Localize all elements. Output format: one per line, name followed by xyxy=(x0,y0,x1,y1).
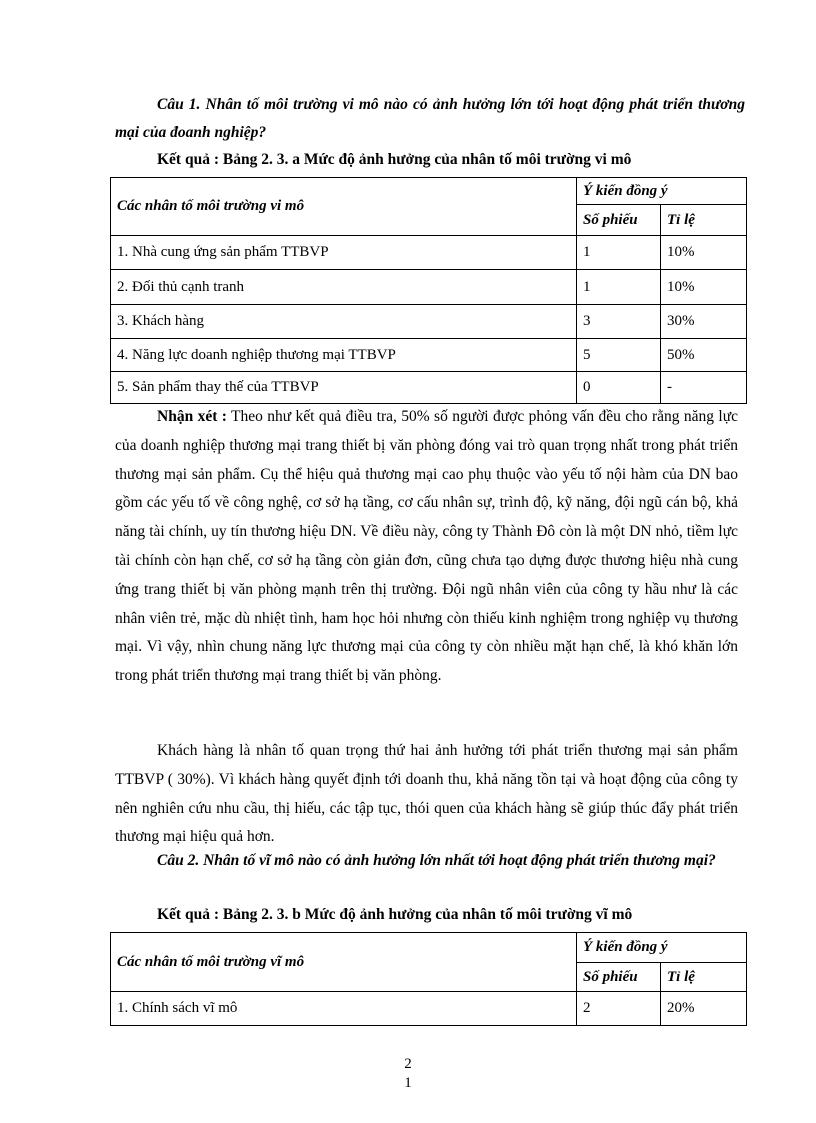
cell-factor: 1. Nhà cung ứng sản phẩm TTBVP xyxy=(111,236,577,270)
cell-votes: 3 xyxy=(577,305,661,339)
cell-factor: 4. Năng lực doanh nghiệp thương mại TTBVP xyxy=(111,339,577,372)
header-ratio: Tỉ lệ xyxy=(661,205,747,236)
header-factor: Các nhân tố môi trường vĩ mô xyxy=(111,933,577,992)
table-row xyxy=(111,992,747,1026)
table-row xyxy=(111,270,747,305)
header-votes: Số phiếu xyxy=(577,205,661,236)
cell-factor: 1. Chính sách vĩ mô xyxy=(111,992,577,1026)
header-votes: Số phiếu xyxy=(577,963,661,992)
cell-ratio: 50% xyxy=(661,339,747,372)
comment-paragraph xyxy=(115,403,738,691)
cell-votes: 5 xyxy=(577,339,661,372)
table-macro-factors xyxy=(110,932,747,1026)
cell-factor: 5. Sản phẩm thay thế của TTBVP xyxy=(111,372,577,404)
table-micro-factors xyxy=(110,177,747,404)
cell-ratio: - xyxy=(661,372,747,404)
cell-ratio: 10% xyxy=(661,270,747,305)
cell-votes: 0 xyxy=(577,372,661,404)
table-2-caption: Kết quả : Bảng 2. 3. b Mức độ ảnh hưởng của nhân tố môi trường vĩ mô xyxy=(157,906,633,923)
cell-votes: 2 xyxy=(577,992,661,1026)
question-1: Câu 1. Nhân tố môi trường vi mô nào có ảnh hưởng lớn tới hoạt động phát triển thương mại của đoanh nghiệp? xyxy=(115,96,745,141)
comment-text: Theo như kết quả điều tra, 50% số người được phỏng vấn đều cho rằng năng lực của doanh nghiệp thương mại trang thiết bị văn phòng đóng vai trò quan trọng nhất trong phát triển thương mại sản phẩm. Cụ thể hiệu quả thương mại cao phụ thuộc vào yếu tố nội hàm của DN bao gồm các yếu tố về công nghệ, cơ sở hạ tầng, cơ cấu nhân sự, trình độ, kỹ năng, đội ngũ cán bộ, khả năng tài chính, uy tín thương hiệu DN. Về điều này, công ty Thành Đô còn là một DN nhỏ, tiềm lực tài chính còn hạn chế, cơ sở hạ tầng còn giản đơn, cũng chưa tạo dựng được thương hiệu nhà cung ứng trang thiết bị văn phòng mạnh trên thị trường. Đội ngũ nhân viên của công ty hầu như là các nhân viên trẻ, mặc dù nhiệt tình, ham học hỏi nhưng còn thiếu kinh nghiệm trong nghiệp vụ thương mại. Vì vậy, nhìn chung năng lực thương mại của công ty còn nhiều mặt hạn chế, là khó khăn lớn trong phát triển thương mại trang thiết bị văn phòng. xyxy=(115,408,739,685)
cell-ratio: 20% xyxy=(661,992,747,1026)
cell-factor: 3. Khách hàng xyxy=(111,305,577,339)
table-row xyxy=(111,305,747,339)
page-number-line-1: 2 xyxy=(404,1056,412,1072)
header-agree: Ý kiến đồng ý xyxy=(577,178,747,205)
question-2: Câu 2. Nhân tố vĩ mô nào có ảnh hưởng lớn nhất tới hoạt động phát triển thương mại? xyxy=(157,852,716,869)
table-row xyxy=(111,236,747,270)
customer-paragraph: Khách hàng là nhân tố quan trọng thứ hai ảnh hưởng tới phát triển thương mại sản phẩm TTBVP ( 30%). Vì khách hàng quyết định tới doanh thu, khả năng tồn tại và hoạt động của công ty nên nghiên cứu nhu cầu, thị hiếu, các tập tục, thói quen của khách hàng sẽ giúp thúc đẩy phát triển thương mại hiệu quả hơn. xyxy=(115,742,738,846)
comment-label: Nhận xét : xyxy=(157,408,227,425)
header-factor: Các nhân tố môi trường vi mô xyxy=(111,178,577,236)
cell-ratio: 30% xyxy=(661,305,747,339)
table-row xyxy=(111,372,747,404)
header-ratio: Tỉ lệ xyxy=(661,963,747,992)
cell-votes: 1 xyxy=(577,236,661,270)
table-1-caption: Kết quả : Bảng 2. 3. a Mức độ ảnh hưởng của nhân tố môi trường vi mô xyxy=(157,151,632,168)
cell-votes: 1 xyxy=(577,270,661,305)
table-row xyxy=(111,339,747,372)
cell-factor: 2. Đối thủ cạnh tranh xyxy=(111,270,577,305)
cell-ratio: 10% xyxy=(661,236,747,270)
page-number-line-2: 1 xyxy=(404,1075,412,1091)
header-agree: Ý kiến đồng ý xyxy=(577,933,747,963)
